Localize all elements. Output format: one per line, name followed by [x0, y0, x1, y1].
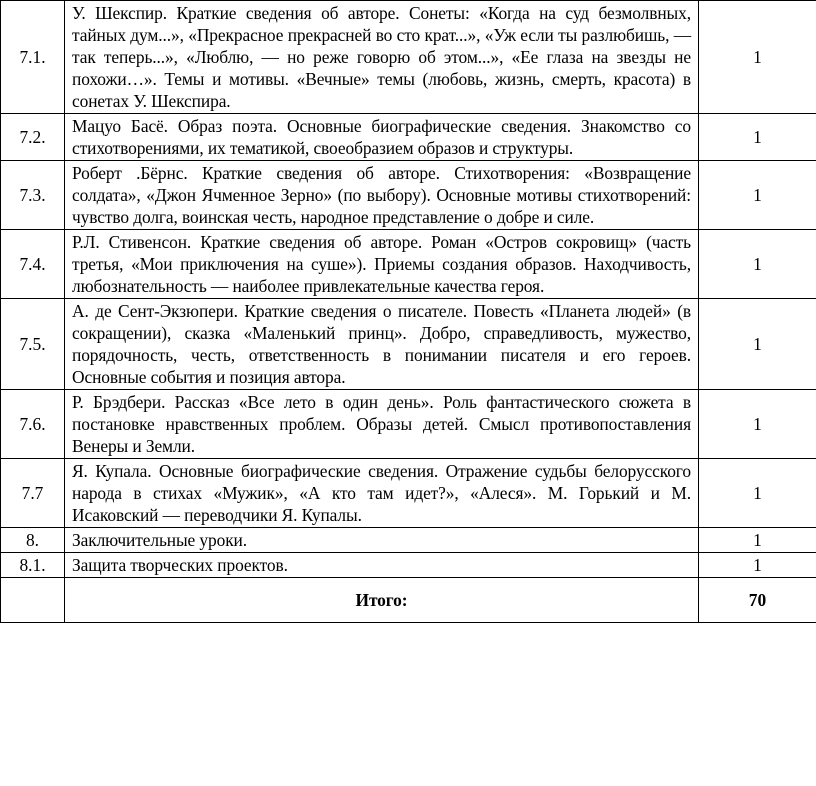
hours-cell: 1 [699, 1, 816, 114]
topic-text: А. де Сент-Экзюпери. Краткие сведения о писателе. Повесть «Планета людей» (в сокращении), сказка «Маленький принц». Добро, справедливость, мужество, порядочность, честь, ответственность в понимании писателя и его героев. Основные события и позиция автора. [65, 299, 699, 390]
topic-text: Роберт .Бёрнс. Краткие сведения об авторе. Стихотворения: «Возвращение солдата», «Джон Ячменное Зерно» (по выбору). Основные мотивы стихотворений: чувство долга, воинская честь, народное представление о добре и силе. [65, 161, 699, 230]
hours-cell: 1 [699, 114, 816, 161]
table-row [1, 161, 816, 230]
table-row [1, 459, 816, 528]
row-number: 7.1. [1, 1, 65, 114]
topic-text: Защита творческих проектов. [65, 553, 699, 578]
table-row [1, 553, 816, 578]
hours-cell: 1 [699, 161, 816, 230]
hours-cell: 1 [699, 390, 816, 459]
hours-cell: 1 [699, 553, 816, 578]
topic-text: Р.Л. Стивенсон. Краткие сведения об авторе. Роман «Остров сокровищ» (часть третья, «Мои приключения на суше»). Приемы создания образов. Находчивость, любознательность — наиболее привлекательные качества героя. [65, 230, 699, 299]
topic-text: Р. Брэдбери. Рассказ «Все лето в один день». Роль фантастического сюжета в постановке нравственных проблем. Образы детей. Смысл противопоставления Венеры и Земли. [65, 390, 699, 459]
row-number: 8. [1, 528, 65, 553]
total-row [1, 578, 816, 623]
topic-text: Мацуо Басё. Образ поэта. Основные биографические сведения. Знакомство со стихотворениями, их тематикой, своеобразием образов и структуры. [65, 114, 699, 161]
table-row [1, 114, 816, 161]
table-row [1, 299, 816, 390]
table-row [1, 230, 816, 299]
topic-text: Я. Купала. Основные биографические сведения. Отражение судьбы белорусского народа в стихах «Мужик», «А кто там идет?», «Алеся». М. Горький и М. Исаковский — переводчики Я. Купалы. [65, 459, 699, 528]
hours-cell: 1 [699, 299, 816, 390]
row-number: 7.5. [1, 299, 65, 390]
row-number: 7.6. [1, 390, 65, 459]
hours-cell: 1 [699, 459, 816, 528]
row-number: 7.7 [1, 459, 65, 528]
total-empty-cell [1, 578, 65, 623]
table-row [1, 390, 816, 459]
hours-cell: 1 [699, 528, 816, 553]
total-label: Итого: [65, 578, 699, 623]
table-row [1, 528, 816, 553]
hours-cell: 1 [699, 230, 816, 299]
row-number: 7.2. [1, 114, 65, 161]
row-number: 8.1. [1, 553, 65, 578]
total-hours: 70 [699, 578, 816, 623]
topic-text: У. Шекспир. Краткие сведения об авторе. Сонеты: «Когда на суд безмолвных, тайных дум...», «Прекрасное прекрасней во сто крат...», «Уж если ты разлюбишь, — так теперь...», «Люблю, — но реже говорю об этом...», «Ее глаза на звезды не похожи…». Темы и мотивы. «Вечные» темы (любовь, жизнь, смерть, красота) в сонетах У. Шекспира. [65, 1, 699, 114]
table-row [1, 1, 816, 114]
row-number: 7.4. [1, 230, 65, 299]
row-number: 7.3. [1, 161, 65, 230]
topic-text: Заключительные уроки. [65, 528, 699, 553]
